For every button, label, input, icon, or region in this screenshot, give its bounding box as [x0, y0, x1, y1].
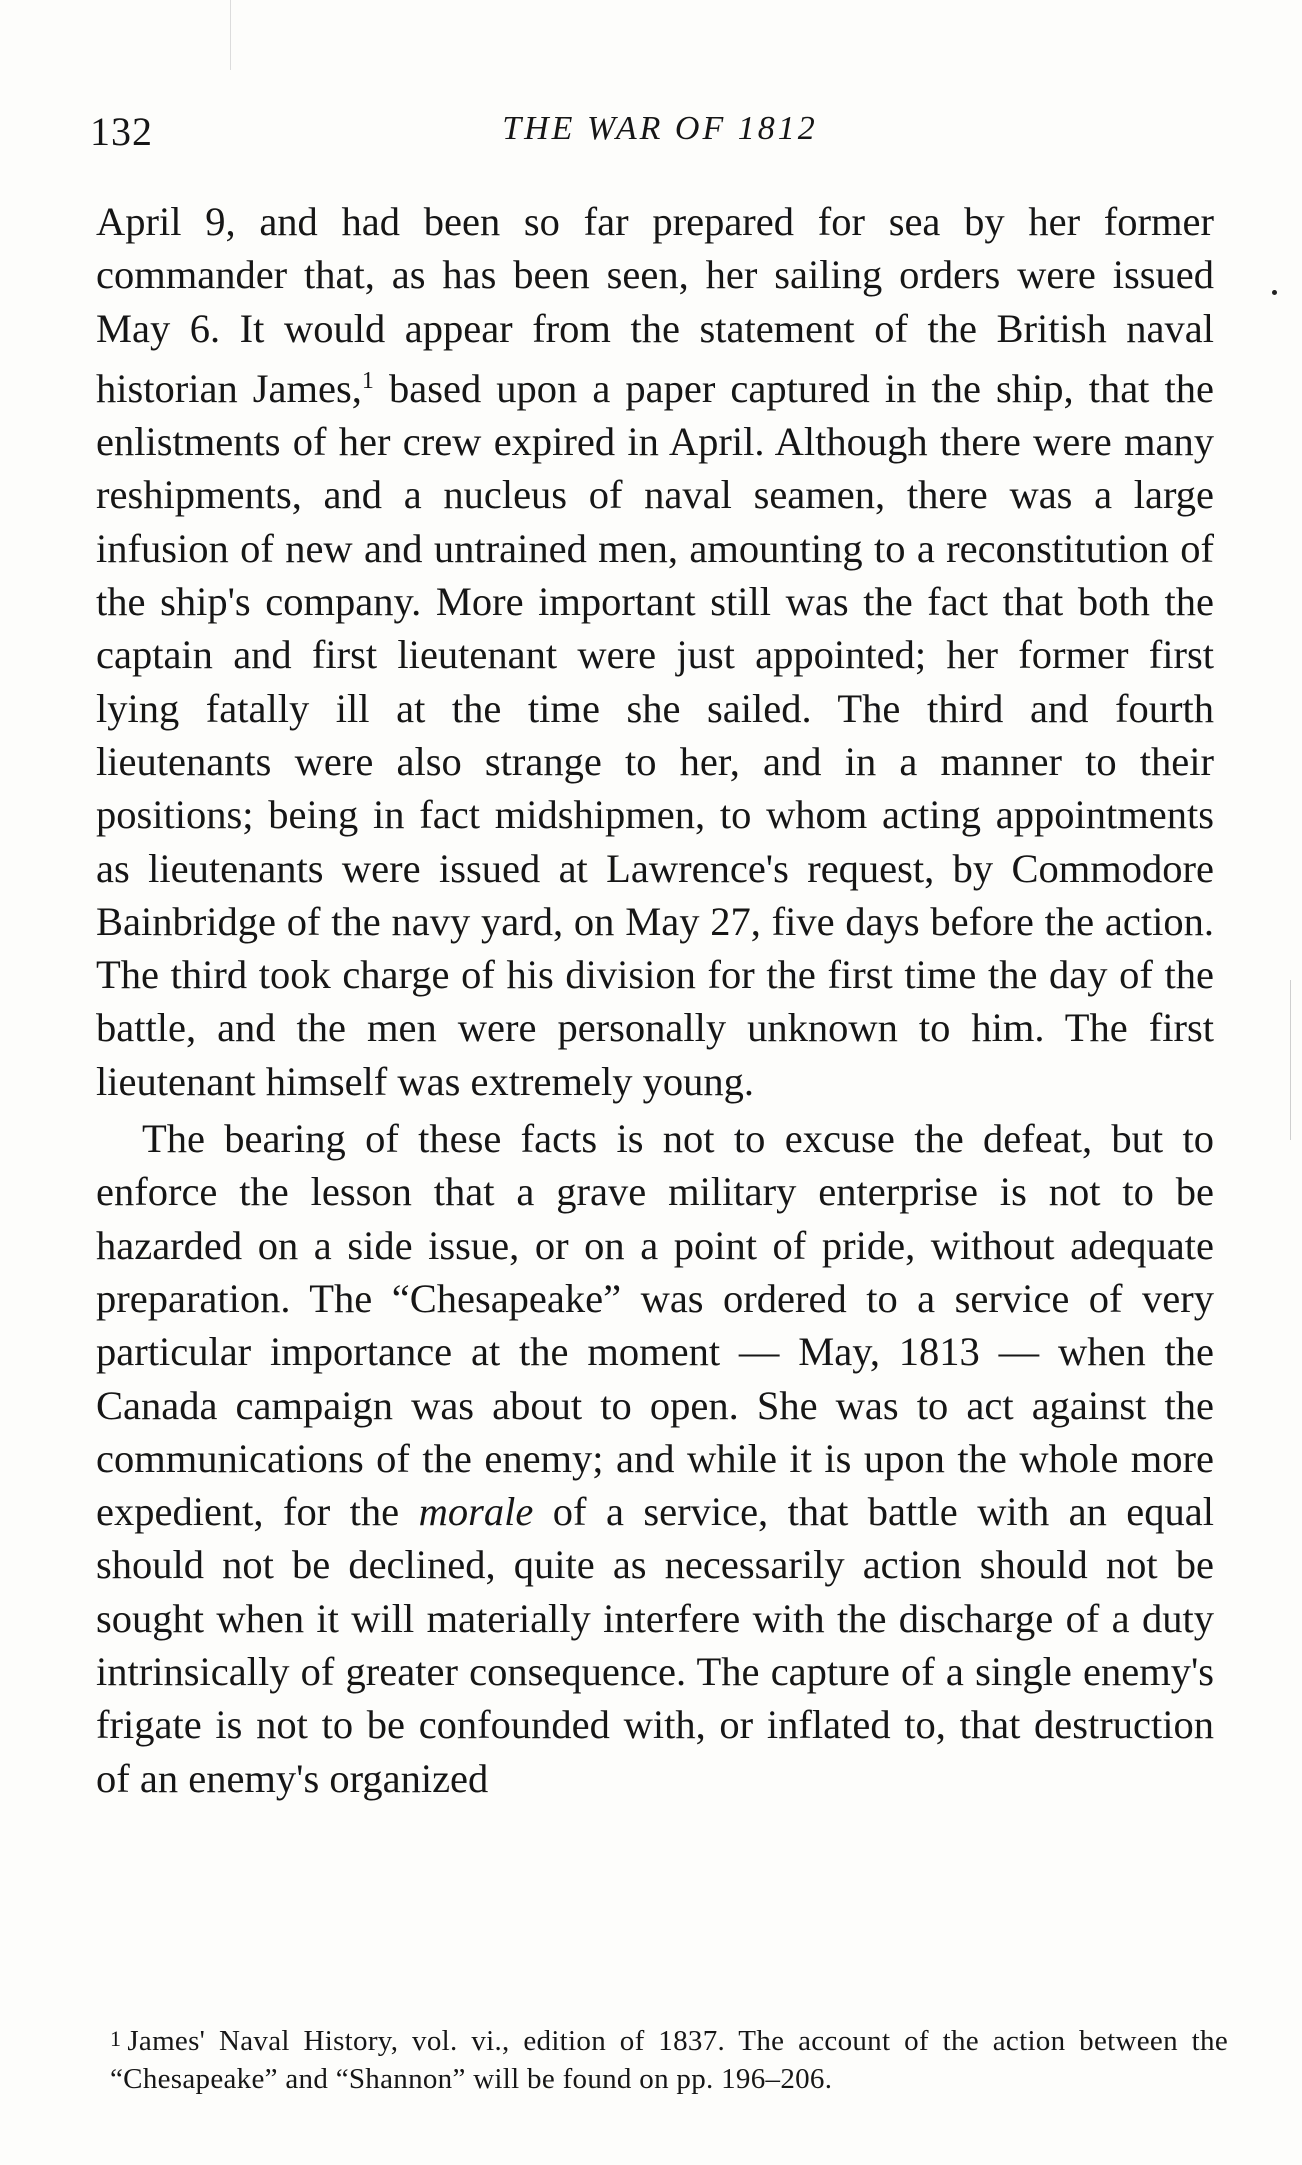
paragraph-2 [96, 1112, 1214, 1805]
running-head: THE WAR OF 1812 [502, 110, 818, 147]
scan-speck [1272, 290, 1277, 295]
footnote-marker: 1 [110, 2026, 122, 2051]
italic-term: morale [418, 1489, 534, 1535]
paragraph-2-text-b: of a service, that battle with an equal should not be declined, quite as necessarily action should not be sought when it will materially interfere with the discharge of a duty intrinsically of greater consequence. The capture of a single enemy's frigate is not to be confounded with, or inflated to, that destruction of an enemy's organized [96, 1489, 1215, 1801]
scan-artifact-line [230, 0, 231, 70]
paragraph-1-text-b: based upon a paper captured in the ship, that the enlistments of her crew expired in April. Although there were many reshipments, and a nucleus of naval seamen, there was a large infusion of new and untrained men, amounting to a reconstitution of the ship's company. More important still was the fact that both the captain and first lieutenant were just appointed; her former first lying fatally ill at the time she sailed. The third and fourth lieutenants were also strange to her, and in a manner to their positions; being in fact midshipmen, to whom acting appointments as lieutenants were issued at Lawrence's request, by Commodore Bainbridge of the navy yard, on May 27, five days before the action. The third took charge of his division for the first time the day of the battle, and the men were personally unknown to him. The first lieutenant himself was extremely young. [96, 365, 1214, 1104]
scan-edge-line [1290, 980, 1291, 1140]
paragraph-1 [96, 195, 1214, 1108]
paragraph-2-text-a: The bearing of these facts is not to excuse the defeat, but to enforce the lesson that a grave military enterprise is not to be hazarded on a side issue, or on a point of pride, without adequate preparation. The “Chesapeake” was ordered to a service of very particular importance at the moment — May, 1813 — when the Canada campaign was about to open. She was to act against the communications of the enemy; and while it is upon the whole more expedient, for the [96, 1116, 1214, 1535]
body-text [96, 195, 1214, 1805]
footnote-reference: 1 [361, 367, 374, 394]
footnote-text: James' Naval History, vol. vi., edition of 1837. The account of the action between the “Chesapeake” and “Shannon” will be found on pp. 196–206. [110, 2025, 1228, 2095]
footnote [110, 2020, 1228, 2098]
page-number: 132 [90, 109, 153, 154]
paragraph-1-text-a: April 9, and had been so far prepared for sea by her former commander that, as has been seen, her sailing orders were issued May 6. It would appear from the statement of the British naval historian James, [96, 199, 1214, 411]
